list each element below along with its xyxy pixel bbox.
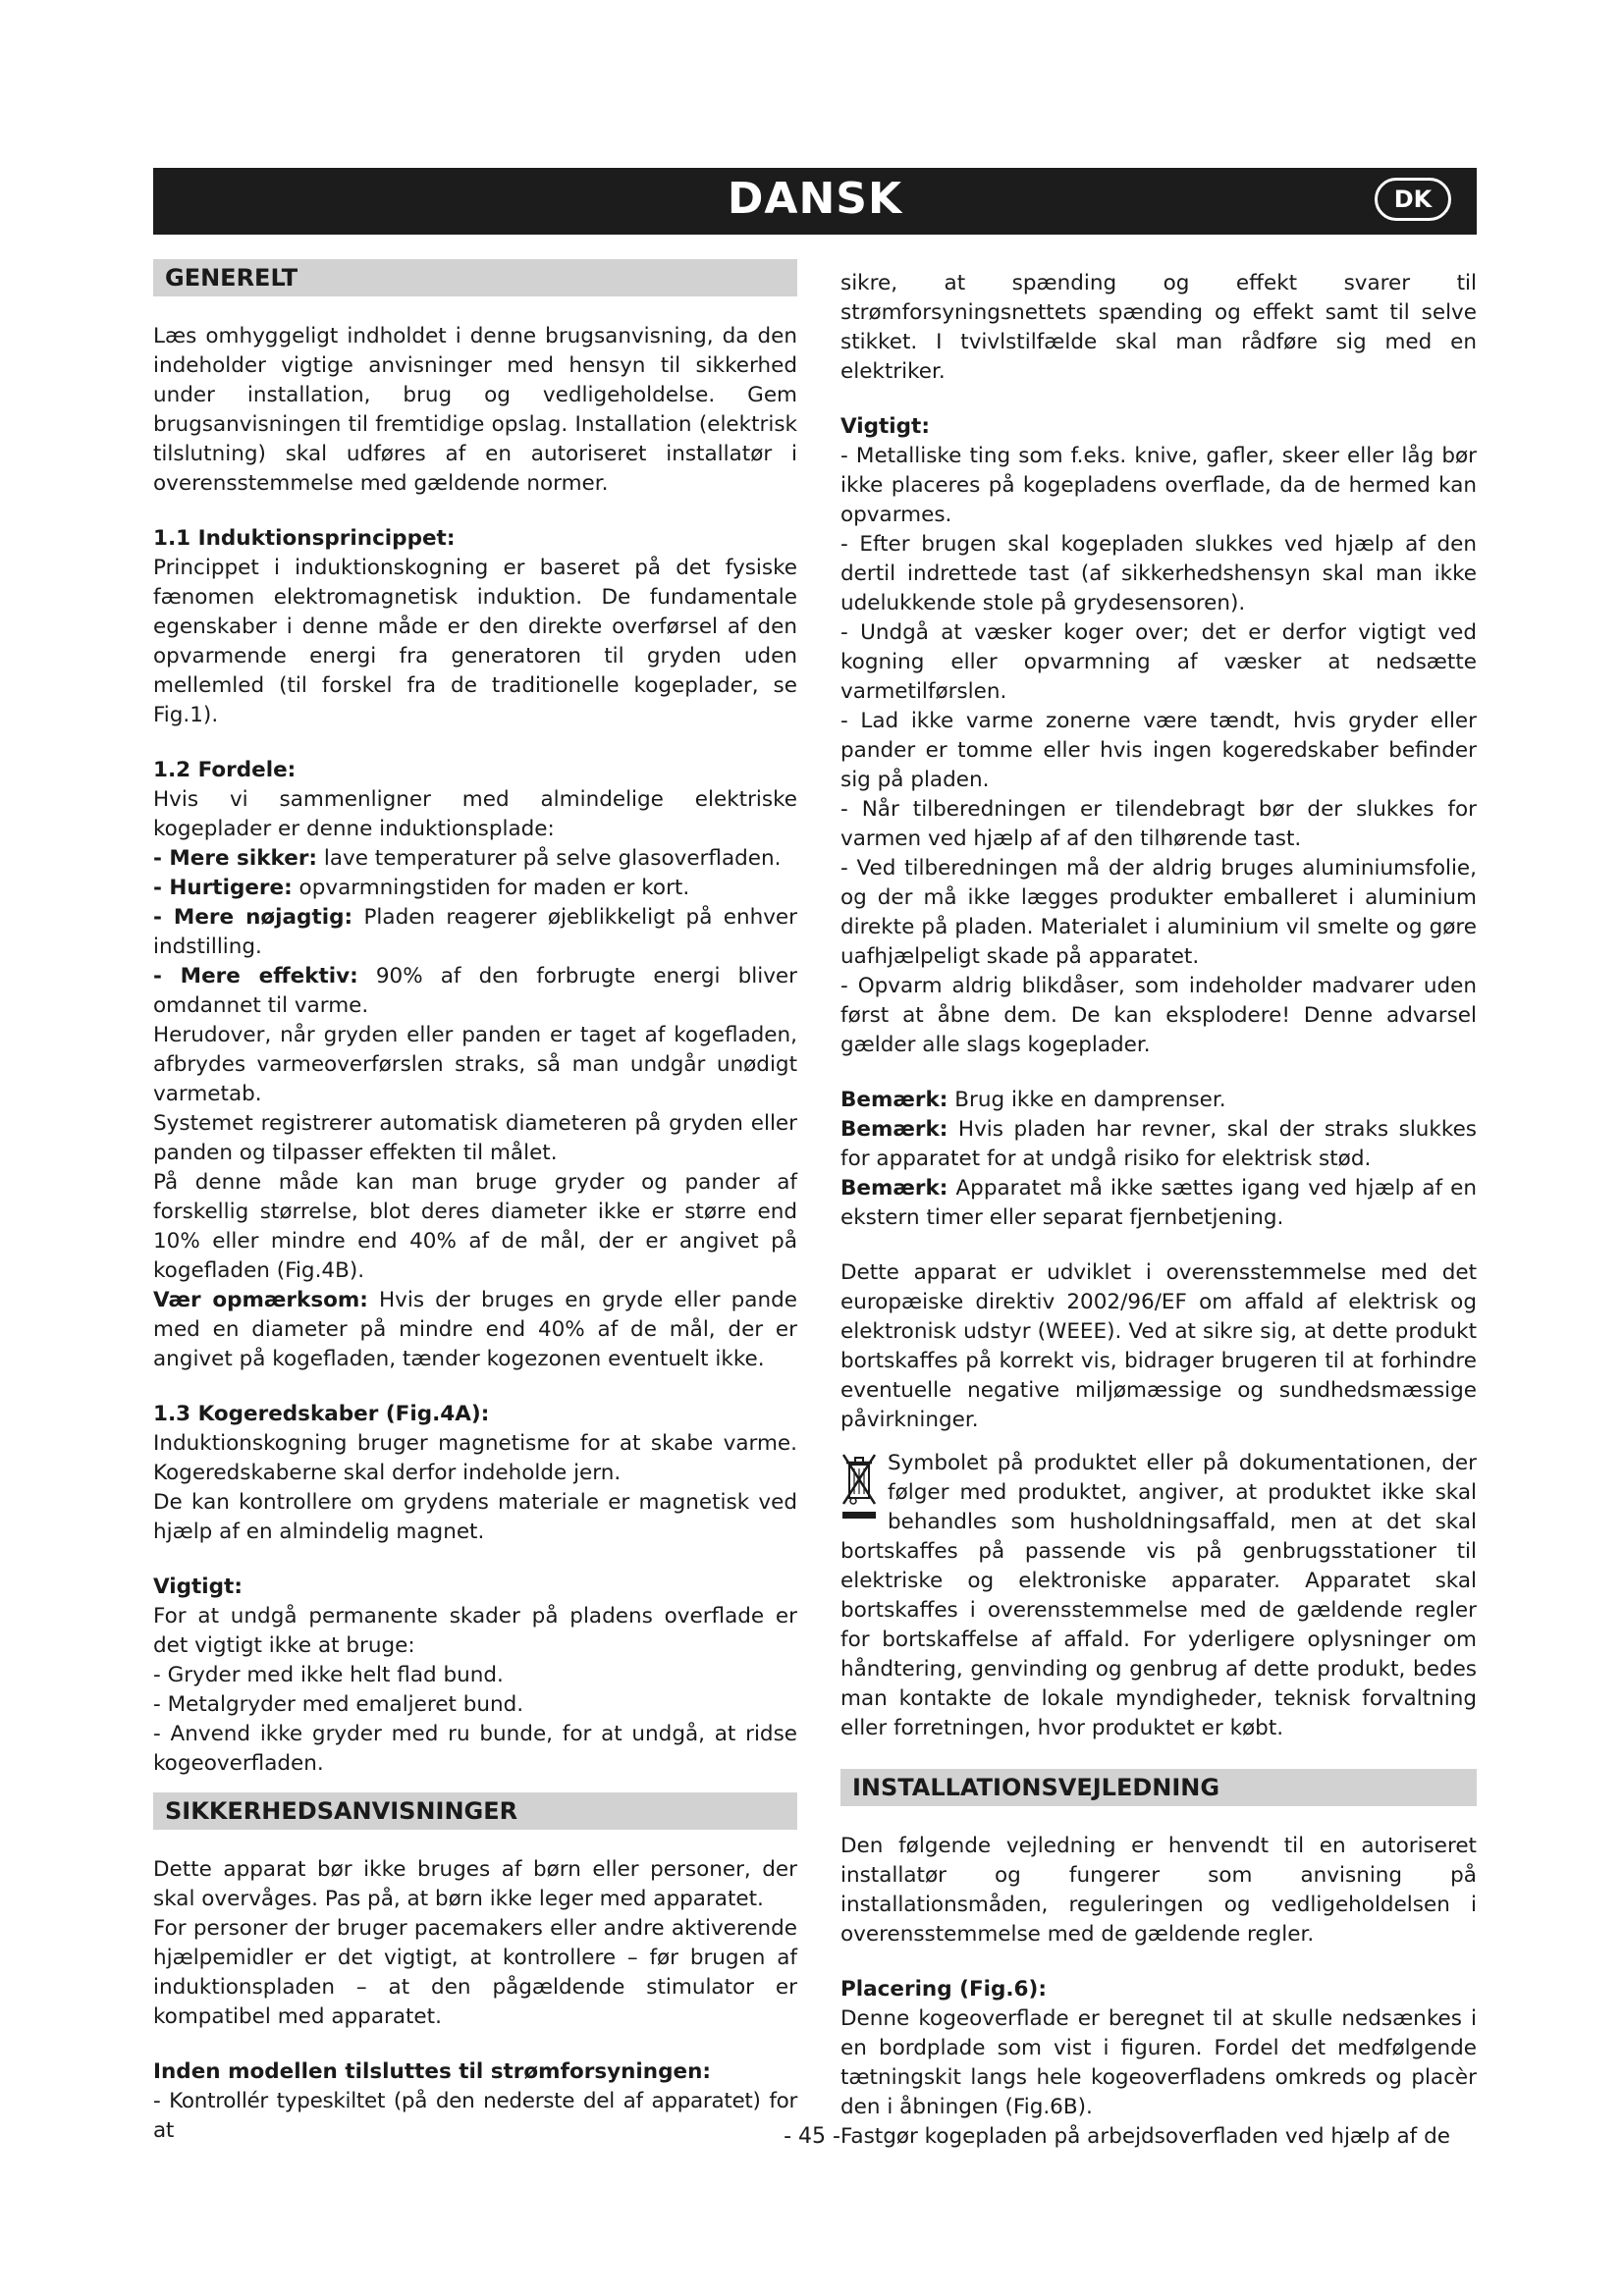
paragraph: For at undgå permanente skader på pladens overflade er det vigtigt ikke at bruge: [153,1604,797,1658]
subheading: Vigtigt: [840,414,930,439]
paragraph: Denne kogeoverflade er beregnet til at skulle nedsænkes i en bordplade som vist i figuren. Fordel det medfølgende tætningskit langs hele kogeoverfladens omkreds og placèr den i åbningen (Fig.6B). [840,2006,1477,2119]
list-item: - Anvend ikke gryder med ru bunde, for at undgå, at ridse kogeoverfladen. [153,1722,797,1776]
list-item: - Lad ikke varme zonerne være tændt, hvis gryder eller pander er tomme eller hvis ingen kogeredskaber befinder sig på pladen. [840,709,1477,792]
paragraph: På denne måde kan man bruge gryder og pander af forskellig størrelse, blot deres diameter ikke er større end 10% eller mindre end 40% af de mål, der er angivet på kogefladen (Fig.4B). [153,1170,797,1283]
note-label: Bemærk: [840,1176,948,1201]
note [840,1115,1477,1174]
bullet-label: - Hurtigere: [153,876,293,900]
paragraph: For personer der bruger pacemakers eller andre aktiverende hjælpemidler er det vigtigt, at kontrollere – før brugen af induktionspladen – at den pågældende stimulator er kompatibel med apparatet. [153,1916,797,2029]
paragraph: Fastgør kogepladen på arbejdsoverfladen ved hjælp af de [840,2124,1450,2149]
list-item: - Ved tilberedningen må der aldrig bruges aluminiumsfolie, og der må ikke lægges produkter emballeret i aluminium direkte på pladen. Materialet i aluminium vil smelte og gøre uafhjælpeligt skade på apparatet. [840,856,1477,969]
paragraph: Princippet i induktionskogning er baseret på det fysiske fænomen elektromagnetisk induktion. De fundamentale egenskaber i denne måde er den direkte overførsel af den opvarmende energi fra generatoren til gryden uden mellemled (til forskel fra de traditionelle kogeplader, se Fig.1). [153,556,797,727]
bullet-item [153,903,797,962]
subheading: Inden modellen tilsluttes til strømforsyningen: [153,2059,711,2084]
bullet-text: lave temperaturer på selve glasoverfladen. [317,846,782,871]
list-item: - Gryder med ikke helt flad bund. [153,1663,504,1687]
warning-text: Hvis der bruges en gryde eller pande med en diameter på mindre end 40% af de mål, der er angivet på kogefladen, tænder kogezonen eventuelt ikke. [153,1288,797,1371]
paragraph: Læs omhyggeligt indholdet i denne brugsanvisning, da den indeholder vigtige anvisninger med hensyn til sikkerhed under installation, brug og vedligeholdelse. Gem brugsanvisningen til fremtidige opslag. Installation (elektrisk tilslutning) skal udføres af en autoriseret installatør i overensstemmelse med gældende normer. [153,324,797,496]
paragraph: Hvis vi sammenligner med almindelige elektriske kogeplader er denne induktionsplade: [153,787,797,841]
section-heading-installation: INSTALLATIONSVEJLEDNING [840,1769,1477,1806]
list-item: - Efter brugen skal kogepladen slukkes ved hjælp af den dertil indrettede tast (af sikkerhedshensyn skal man ikke udelukkende stole på grydesensoren). [840,532,1477,615]
list-item: - Når tilberedningen er tilendebragt bør der slukkes for varmen ved hjælp af af den tilhørende tast. [840,797,1477,851]
bullet-label: - Mere effektiv: [153,964,358,988]
list-item: - Metalgryder med emaljeret bund. [153,1692,524,1717]
note-label: Bemærk: [840,1088,948,1112]
warning-label: Vær opmærksom: [153,1288,368,1312]
subheading: Placering (Fig.6): [840,1977,1047,2002]
bullet-text: Pladen reagerer øjeblikkeligt på enhver indstilling. [153,905,797,959]
note [840,1086,1477,1115]
bullet-item [153,844,797,874]
list-item: - Opvarm aldrig blikdåser, som indeholder madvarer uden først at åbne dem. De kan eksplodere! Denne advarsel gælder alle slags kogeplader. [840,974,1477,1057]
subheading: 1.2 Fordele: [153,758,297,782]
warning-note [153,1286,797,1374]
bullet-text: opvarmningstiden for maden er kort. [292,876,690,900]
paragraph: - Kontrollér typeskiltet (på den nederste del af apparatet) for at [153,2089,797,2143]
section-heading-generelt: GENERELT [153,259,797,296]
right-column [840,269,1477,2152]
bullet-text: 90% af den forbrugte energi bliver omdannet til varme. [153,964,797,1018]
note-text: Brug ikke en damprenser. [947,1088,1226,1112]
country-badge: DK [1375,178,1451,221]
bullet-label: - Mere nøjagtig: [153,905,353,930]
paragraph: Systemet registrerer automatisk diameteren på gryden eller panden og tilpasser effekten til målet. [153,1111,797,1165]
note-text: Apparatet må ikke sættes igang ved hjælp af en ekstern timer eller separat fjernbetjening. [840,1176,1477,1230]
weee-block [840,1449,1477,1743]
bullet-label: - Mere sikker: [153,846,318,871]
list-item: - Metalliske ting som f.eks. knive, gafler, skeer eller låg bør ikke placeres på kogepladens overflade, da de hermed kan opvarmes. [840,444,1477,527]
paragraph: Induktionskogning bruger magnetisme for at skabe varme. Kogeredskaberne skal derfor indeholde jern. [153,1431,797,1485]
banner-title: DANSK [727,174,903,224]
page-number: - 45 - [784,2124,840,2149]
paragraph: Dette apparat er udviklet i overensstemmelse med det europæiske direktiv 2002/96/EF om affald af elektrisk og elektronisk udstyr (WEEE). Ved at sikre sig, at dette produkt bortskaffes på korrekt vis, bidrager brugeren til at forhindre eventuelle negative miljømæssige og sundhedsmæssige påvirkninger. [840,1260,1477,1432]
note [840,1174,1477,1233]
bullet-item [153,874,797,903]
subheading: 1.1 Induktionsprincippet: [153,526,456,551]
paragraph: Symbolet på produktet eller på dokumentationen, der følger med produktet, angiver, at produktet ikke skal behandles som husholdningsaffald, men at det skal bortskaffes på passende vis på genbrugsstationer til elektriske og elektroniske apparater. Apparatet skal bortskaffes i overensstemmelse med de gældende regler for bortskaffelse af affald. For yderligere oplysninger om håndtering, genvinding og genbrug af dette produkt, bedes man kontakte de lokale myndigheder, teknisk forvaltning eller forretningen, hvor produktet er købt. [840,1451,1477,1740]
paragraph: Den følgende vejledning er henvendt til en autoriseret installatør og fungerer som anvisning på installationsmåden, reguleringen og vedligeholdelsen i overensstemmelse med de gældende regler. [840,1834,1477,1947]
subheading: 1.3 Kogeredskaber (Fig.4A): [153,1402,490,1426]
list-item: - Undgå at væsker koger over; det er derfor vigtigt ved kogning eller opvarmning af væsker at nedsætte varmetilførslen. [840,620,1477,704]
paragraph: De kan kontrollere om grydens materiale er magnetisk ved hjælp af en almindelig magnet. [153,1490,797,1544]
paragraph: Herudover, når gryden eller panden er taget af kogefladen, afbrydes varmeoverførslen straks, så man undgår unødigt varmetab. [153,1023,797,1106]
paragraph: Dette apparat bør ikke bruges af børn eller personer, der skal overvåges. Pas på, at børn ikke leger med apparatet. [153,1857,797,1911]
note-label: Bemærk: [840,1117,948,1142]
bullet-item [153,962,797,1021]
language-banner [153,168,1477,235]
crossed-bin-icon [840,1451,878,1525]
section-heading-sikkerhed: SIKKERHEDSANVISNINGER [153,1792,797,1830]
paragraph: sikre, at spænding og effekt svarer til strømforsyningsnettets spænding og effekt samt til selve stikket. I tvivlstilfælde skal man rådføre sig med en elektriker. [840,271,1477,384]
note-text: Hvis pladen har revner, skal der straks slukkes for apparatet for at undgå risiko for elektrisk stød. [840,1117,1477,1171]
subheading: Vigtigt: [153,1575,243,1599]
left-column [153,259,797,2146]
